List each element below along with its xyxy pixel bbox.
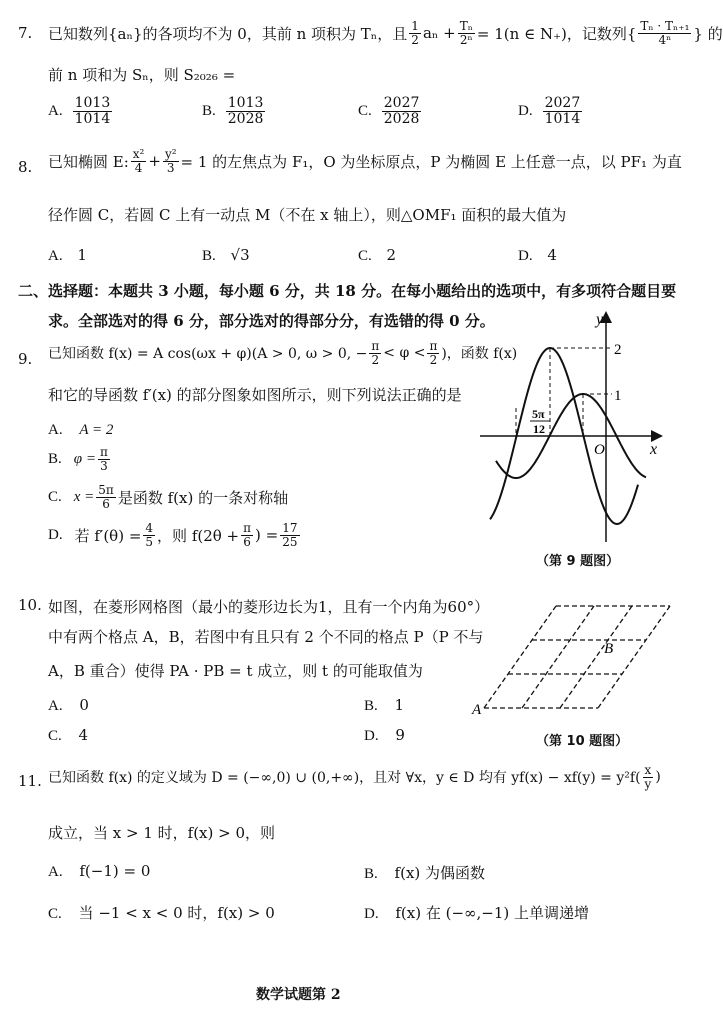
q10-line3: A，B 重合）使得 PA · PB = t 成立，则 t 的可能取值为 bbox=[48, 662, 423, 680]
q7-tn-den: 2ⁿ bbox=[459, 32, 473, 47]
q9-option-a bbox=[48, 420, 113, 439]
q8-option-a bbox=[48, 246, 87, 265]
q11-option-c-text: 当 −1 < x < 0 时，f(x) > 0 bbox=[78, 904, 275, 922]
q10-figure-caption: （第 10 题图） bbox=[536, 734, 629, 749]
q10-number: 10. bbox=[18, 596, 42, 614]
q9-option-b-den: 3 bbox=[100, 458, 108, 473]
section2-line2: 求。全部选对的得 6 分，部分选对的得部分分，有选错的得 0 分。 bbox=[48, 312, 495, 330]
q8-x-fraction bbox=[131, 148, 147, 174]
q7-option-b-label: B. bbox=[202, 102, 216, 119]
q9-option-d-pre: 若 f′(θ) = bbox=[74, 526, 142, 545]
q9-option-c-label: C. bbox=[48, 488, 62, 505]
q10-option-c bbox=[48, 726, 88, 745]
q9-option-d-frac1 bbox=[143, 522, 155, 548]
q7-option-b-fraction bbox=[226, 96, 266, 126]
q10-point-b: B bbox=[604, 641, 614, 657]
q10-grid-col-line bbox=[522, 606, 594, 708]
q9-option-d-n2: π bbox=[243, 521, 252, 535]
q7-line1 bbox=[48, 20, 723, 46]
q7-option-d-den: 1014 bbox=[544, 110, 581, 127]
q10-rhombus-grid bbox=[484, 606, 670, 708]
section2-line1: 二、选择题：本题共 3 小题，每小题 6 分，共 18 分。在每小题给出的选项中，有多项符合题目要 bbox=[18, 282, 677, 300]
q9-tick-x-den: 12 bbox=[533, 422, 545, 436]
q7-option-d-num: 2027 bbox=[544, 95, 581, 111]
q7-seq-den: 4ⁿ bbox=[658, 32, 672, 47]
q7-option-a bbox=[48, 96, 114, 126]
q7-option-c-label: C. bbox=[358, 102, 372, 119]
q10-option-c-label: C. bbox=[48, 728, 62, 744]
q9-y-label: y bbox=[596, 311, 604, 328]
q9-neg-pi-half bbox=[369, 340, 381, 366]
q11-option-b bbox=[364, 862, 485, 883]
q7-tn-fraction bbox=[458, 20, 475, 46]
q11-option-d-text: f(x) 在 (−∞,−1) 上单调递增 bbox=[395, 904, 590, 922]
q7-seq-num: Tₙ · Tₙ₊₁ bbox=[640, 19, 690, 33]
q8-option-c-label: C. bbox=[358, 248, 372, 264]
q8-option-c-text: 2 bbox=[386, 246, 397, 264]
q8-x-den: 4 bbox=[134, 160, 143, 175]
q7-number: 7. bbox=[18, 24, 33, 42]
q9-line1-b: )，函数 f(x) bbox=[441, 346, 518, 363]
q9-option-b-pre: φ = bbox=[73, 450, 96, 467]
q9-option-c-num: 5π bbox=[98, 483, 114, 497]
q9-option-b-num: π bbox=[99, 445, 108, 459]
q10-option-a-text: 0 bbox=[79, 696, 89, 714]
q11-option-b-text: f(x) 为偶函数 bbox=[394, 864, 486, 882]
q11-option-d-label: D. bbox=[364, 906, 379, 922]
q8-line1-a: 已知椭圆 E: bbox=[48, 152, 129, 171]
q8-line2: 径作圆 C，若圆 C 上有一动点 M（不在 x 轴上），则△OMF₁ 面积的最大值为 bbox=[48, 206, 567, 224]
q9-figure bbox=[476, 308, 666, 548]
q9-option-d-n1: 4 bbox=[145, 521, 154, 535]
q7-seq-fraction bbox=[638, 20, 691, 46]
q7-option-a-den: 1014 bbox=[74, 110, 111, 127]
q7-option-a-num: 1013 bbox=[74, 95, 111, 111]
q9-number: 9. bbox=[18, 350, 33, 368]
q10-option-b-label: B. bbox=[364, 698, 378, 714]
q11-option-c-label: C. bbox=[48, 906, 62, 922]
q9-option-c-pre: x = bbox=[73, 488, 95, 505]
q9-option-d-d1: 5 bbox=[145, 534, 154, 549]
q9-option-a-text: A = 2 bbox=[79, 422, 114, 438]
q8-option-d bbox=[518, 246, 557, 265]
q7-half-den: 2 bbox=[411, 32, 419, 47]
q7-option-a-label: A. bbox=[48, 102, 63, 119]
q7-option-b-num: 1013 bbox=[227, 95, 264, 111]
q10-option-d-text: 9 bbox=[395, 726, 405, 744]
q7-option-d-label: D. bbox=[518, 102, 533, 119]
q8-option-d-text: 4 bbox=[547, 246, 557, 264]
q9-line1 bbox=[48, 340, 517, 366]
q8-line1-b: = 1 的左焦点为 F₁，O 为坐标原点，P 为椭圆 E 上任意一点，以 PF₁ 为直 bbox=[180, 152, 682, 171]
q10-option-d-label: D. bbox=[364, 728, 379, 744]
q8-option-b-label: B. bbox=[202, 248, 216, 264]
q9-option-c bbox=[48, 484, 288, 510]
q7-line2: 前 n 项和为 Sₙ，则 S₂₀₂₆ = bbox=[48, 66, 236, 84]
q7-half-fraction bbox=[409, 20, 421, 46]
q7-tn-num: Tₙ bbox=[459, 19, 473, 33]
q9-pi-num: π bbox=[371, 339, 380, 353]
q8-y-fraction bbox=[163, 148, 179, 174]
q11-xy-fraction bbox=[643, 764, 654, 790]
q11-line2: 成立，当 x > 1 时，f(x) > 0，则 bbox=[48, 824, 276, 842]
q9-option-d-d2: 6 bbox=[243, 534, 251, 549]
q9-x-label: x bbox=[650, 441, 658, 458]
q10-grid-col-line bbox=[560, 606, 632, 708]
q9-line2: 和它的导函数 f′(x) 的部分图象如图所示，则下列说法正确的是 bbox=[48, 386, 462, 404]
q7-option-c-fraction bbox=[382, 96, 422, 126]
q10-point-a: A bbox=[472, 702, 482, 718]
q9-pi2-num: π bbox=[429, 339, 438, 353]
q9-line1-mid: < φ < bbox=[383, 345, 426, 362]
q10-option-c-text: 4 bbox=[78, 726, 89, 744]
q10-option-b bbox=[364, 696, 404, 715]
q9-option-d bbox=[48, 522, 302, 548]
q10-line2: 中有两个格点 A，B，若图中有且只有 2 个不同的格点 P（P 不与 bbox=[48, 628, 484, 646]
q9-figure-caption: （第 9 题图） bbox=[536, 554, 620, 569]
q11-option-d bbox=[364, 902, 589, 923]
q9-tick-x-num: 5π bbox=[532, 407, 545, 421]
q9-option-d-label: D. bbox=[48, 526, 63, 543]
q8-option-b-text: √3 bbox=[230, 246, 250, 264]
q11-option-a bbox=[48, 862, 150, 881]
q9-tick-2: 2 bbox=[614, 342, 622, 358]
q7-option-c-den: 2028 bbox=[383, 110, 420, 127]
q9-option-d-n3: 17 bbox=[282, 521, 298, 535]
q8-option-a-text: 1 bbox=[77, 246, 87, 264]
q9-tick-1: 1 bbox=[614, 388, 622, 404]
q9-pi-den: 2 bbox=[371, 352, 380, 367]
q11-option-b-label: B. bbox=[364, 866, 378, 882]
q7-line1-text: 已知数列{aₙ}的各项均不为 0，其前 n 项积为 Tₙ，且 bbox=[48, 24, 408, 43]
q11-frac-den: y bbox=[644, 776, 652, 791]
q9-option-c-post: 是函数 f(x) 的一条对称轴 bbox=[117, 488, 289, 507]
q7-option-a-fraction bbox=[73, 96, 113, 126]
q7-cond-end: = 1(n ∈ N₊)，记数列{ bbox=[476, 24, 637, 43]
q11-line1-end: ) bbox=[655, 769, 661, 786]
q10-option-a bbox=[48, 696, 89, 715]
q8-option-d-label: D. bbox=[518, 248, 533, 264]
q8-option-a-label: A. bbox=[48, 248, 63, 264]
q9-option-b-label: B. bbox=[48, 450, 62, 467]
q9-line1-a: 已知函数 f(x) = A cos(ωx + φ)(A > 0, ω > 0, − bbox=[48, 346, 368, 363]
q7-option-d-fraction bbox=[543, 96, 583, 126]
q10-option-b-text: 1 bbox=[394, 696, 405, 714]
q7-option-c bbox=[358, 96, 423, 126]
q10-option-d bbox=[364, 726, 405, 745]
q8-option-b bbox=[202, 246, 250, 265]
q9-option-d-frac3 bbox=[280, 522, 299, 548]
q8-x-num: x² bbox=[132, 147, 145, 161]
q9-option-b-fraction bbox=[98, 446, 110, 472]
q11-option-c bbox=[48, 902, 275, 923]
page-footer: 数学试题第 2 bbox=[256, 987, 341, 1003]
q7-option-c-num: 2027 bbox=[383, 95, 420, 111]
q7-cond-mid: aₙ + bbox=[422, 24, 456, 43]
q8-option-c bbox=[358, 246, 396, 265]
q7-option-d bbox=[518, 96, 584, 126]
q11-number: 11. bbox=[18, 772, 42, 790]
q9-option-d-mid: ，则 f(2θ + bbox=[157, 526, 240, 545]
q10-option-a-label: A. bbox=[48, 698, 63, 714]
q11-line1-text: 已知函数 f(x) 的定义域为 D = (−∞,0) ∪ (0,+∞)，且对 ∀x，y ∈ D 均有 yf(x) − xf(y) = y²f( bbox=[48, 770, 641, 787]
q10-grid-col-line bbox=[598, 606, 670, 708]
q7-line1-end: } 的 bbox=[693, 24, 723, 43]
q10-grid-col-line bbox=[484, 606, 556, 708]
q9-option-d-frac2 bbox=[241, 522, 253, 548]
q11-option-a-label: A. bbox=[48, 864, 63, 880]
q8-y-den: 3 bbox=[166, 160, 175, 175]
q10-line1: 如图，在菱形网格图（最小的菱形边长为1，且有一个内角为60°） bbox=[48, 598, 490, 616]
q8-plus: + bbox=[148, 152, 161, 171]
q11-line1 bbox=[48, 764, 661, 790]
q9-option-c-den: 6 bbox=[102, 496, 110, 511]
q9-pi-half bbox=[427, 340, 439, 366]
q7-half-num: 1 bbox=[411, 19, 419, 33]
q8-line1 bbox=[48, 148, 682, 174]
q9-pi2-den: 2 bbox=[429, 352, 438, 367]
q9-option-b bbox=[48, 446, 112, 472]
q9-option-c-fraction bbox=[96, 484, 116, 510]
q9-option-a-label: A. bbox=[48, 422, 63, 438]
q11-option-a-text: f(−1) = 0 bbox=[79, 862, 151, 880]
q8-y-num: y² bbox=[164, 147, 177, 161]
q10-figure bbox=[470, 596, 670, 718]
q8-number: 8. bbox=[18, 158, 33, 176]
q7-option-b-den: 2028 bbox=[227, 110, 264, 127]
q9-origin-label: O bbox=[594, 442, 605, 458]
q9-option-d-d3: 25 bbox=[282, 534, 298, 549]
q9-option-d-mid2: ) = bbox=[255, 526, 279, 545]
q11-frac-num: x bbox=[644, 763, 652, 777]
q7-option-b bbox=[202, 96, 267, 126]
